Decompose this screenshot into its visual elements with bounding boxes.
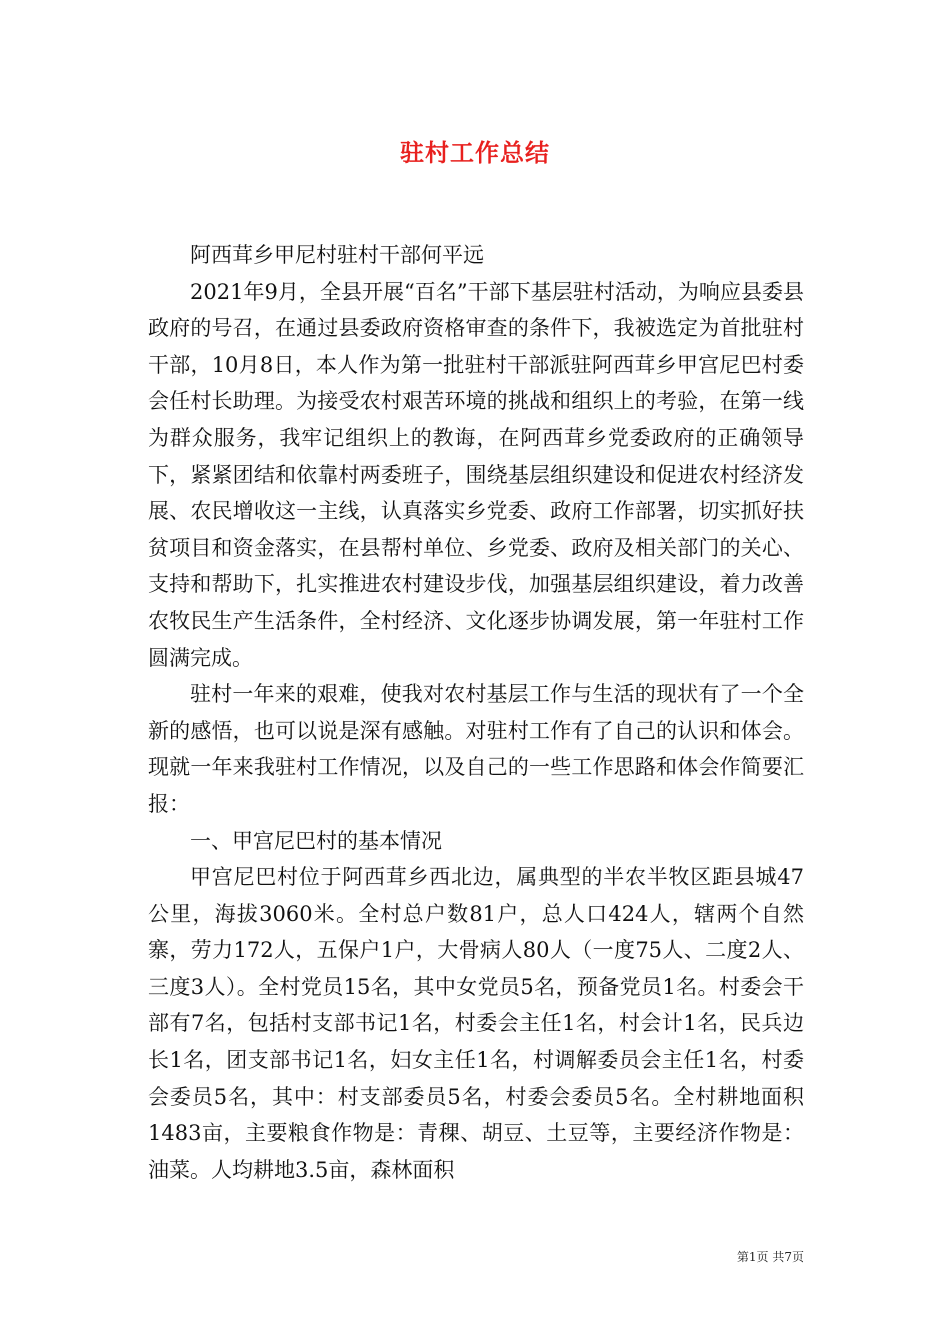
section-heading: 一、甲宫尼巴村的基本情况 [190,828,442,853]
page-number: 第1页 共7页 [736,1250,804,1264]
author-line: 阿西茸乡甲尼村驻村干部何平远 [190,243,484,267]
paragraph-reflection: 驻村一年来的艰难，使我对农村基层工作与生活的现状有了一个全新的感悟，也可以说是深有感触。对驻村工作有了自己的认识和体会。现就一年来我驻村工作情况，以及自己的一些工作思路和体会作简要汇报： [148,682,804,816]
document-body [148,237,804,1188]
paragraph-intro: 2021年9月，全县开展“百名”干部下基层驻村活动，为响应县委县政府的号召，在通过县委政府资格审查的条件下，我被选定为首批驻村干部，10月8日，本人作为第一批驻村干部派驻阿西茸乡甲宫尼巴村委会任村长助理。为接受农村艰苦环境的挑战和组织上的考验，在第一线为群众服务，我牢记组织上的教诲，在阿西茸乡党委政府的正确领导下，紧紧团结和依靠村两委班子，围绕基层组织建设和促进农村经济发展、农民增收这一主线，认真落实乡党委、政府工作部署，切实抓好扶贫项目和资金落实，在县帮村单位、乡党委、政府及相关部门的关心、支持和帮助下，扎实推进农村建设步伐，加强基层组织建设，着力改善农牧民生产生活条件，全村经济、文化逐步协调发展，第一年驻村工作圆满完成。 [148,279,804,670]
document-title: 驻村工作总结 [400,139,550,167]
paragraph-basic-info: 甲宫尼巴村位于阿西茸乡西北边，属典型的半农半牧区距县城47公里，海拔3060米。全村总户数81户，总人口424人，辖两个自然寨，劳力172人，五保户1户，大骨病人80人（一度75人、二度2人、三度3人）。全村党员15名，其中女党员5名，预备党员1名。村委会干部有7名，包括村支部书记1名，村委会主任1名，村会计1名，民兵边长1名，团支部书记1名，妇女主任1名，村调解委员会主任1名，村委会委员5名，其中：村支部委员5名，村委会委员5名。全村耕地面积1483亩，主要粮食作物是：青稞、胡豆、土豆等，主要经济作物是：油菜。人均耕地3.5亩，森林面积 [148,865,804,1182]
